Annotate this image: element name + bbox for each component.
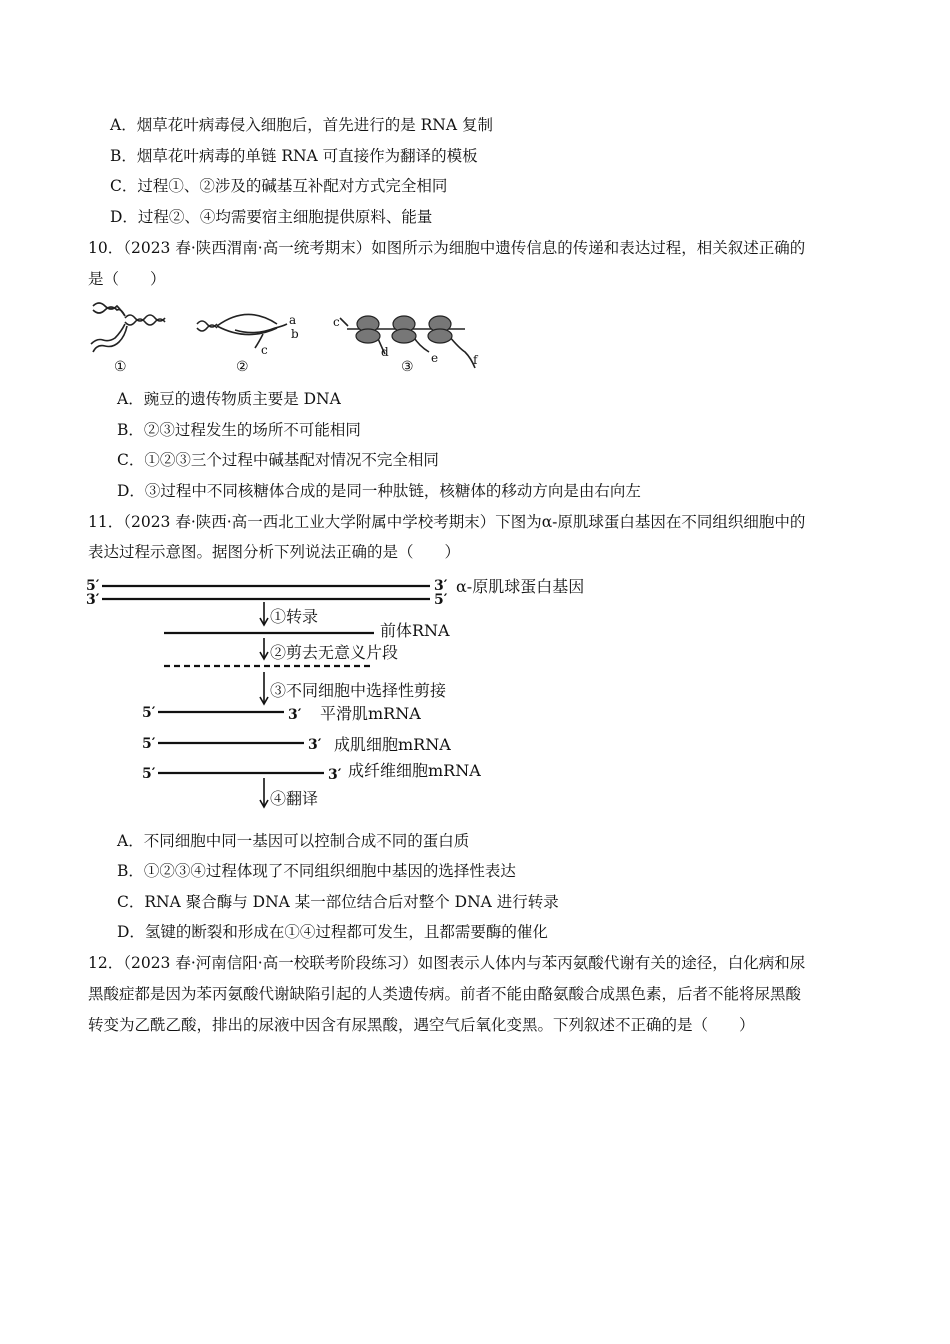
q9-option-b: B．烟草花叶病毒的单链 RNA 可直接作为翻译的模板 bbox=[110, 147, 478, 165]
label-f: f bbox=[473, 353, 478, 367]
q9-option-a: A．烟草花叶病毒侵入细胞后，首先进行的是 RNA 复制 bbox=[110, 116, 493, 134]
gene-5prime-top: 5′ bbox=[86, 578, 100, 594]
panel-label-3: ③ bbox=[401, 359, 414, 375]
pre-rna-label: 前体RNA bbox=[380, 621, 450, 640]
transcription-diagram bbox=[197, 314, 287, 348]
step1-transcription: ①转录 bbox=[270, 607, 319, 626]
step2-cut: ②剪去无意义片段 bbox=[270, 643, 399, 662]
panel-label-1: ① bbox=[114, 359, 127, 375]
mrna1-label: 平滑肌mRNA bbox=[320, 704, 421, 723]
mrna2-label: 成肌细胞mRNA bbox=[334, 735, 451, 754]
label-c-panel2: c bbox=[261, 343, 268, 357]
q11-option-c: C．RNA 聚合酶与 DNA 某一部位结合后对整个 DNA 进行转录 bbox=[117, 893, 559, 911]
gene-label: α-原肌球蛋白基因 bbox=[456, 577, 585, 596]
label-e: e bbox=[431, 351, 439, 365]
q11-stem-line2: 表达过程示意图。据图分析下列说法正确的是（ ） bbox=[88, 543, 461, 561]
mrna1-5prime: 5′ bbox=[142, 705, 156, 721]
step4-translation: ④翻译 bbox=[270, 789, 319, 808]
q11-option-b: B．①②③④过程体现了不同组织细胞中基因的选择性表达 bbox=[117, 862, 516, 880]
label-a: a bbox=[289, 313, 297, 327]
q10-option-d: D．③过程中不同核糖体合成的是同一种肽链，核糖体的移动方向是由右向左 bbox=[117, 482, 641, 500]
panel-label-2: ② bbox=[236, 359, 249, 375]
q9-option-c: C．过程①、②涉及的碱基互补配对方式完全相同 bbox=[110, 177, 448, 195]
mrna2-3prime: 3′ bbox=[308, 737, 322, 753]
mrna1-3prime: 3′ bbox=[288, 707, 302, 723]
q10-option-c: C．①②③三个过程中碱基配对情况不完全相同 bbox=[117, 451, 439, 469]
q10-stem-line1: 10．（2023 春·陕西渭南·高一统考期末）如图所示为细胞中遗传信息的传递和表达过程，相关叙述正确的 bbox=[88, 239, 806, 257]
q11-option-a: A．不同细胞中同一基因可以控制合成不同的蛋白质 bbox=[117, 832, 470, 850]
replication-diagram bbox=[91, 303, 165, 352]
q10-stem-line2: 是（ ） bbox=[88, 270, 166, 288]
label-c-panel3: c bbox=[333, 315, 340, 329]
q12-stem-line1: 12．（2023 春·河南信阳·高一校联考阶段练习）如图表示人体内与苯丙氨酸代谢有关的途径，白化病和尿 bbox=[88, 954, 806, 972]
gene-3prime-top: 3′ bbox=[434, 578, 448, 594]
q12-stem-line3: 转变为乙酰乙酸，排出的尿液中因含有尿黑酸，遇空气后氧化变黑。下列叙述不正确的是（ ） bbox=[88, 1016, 755, 1034]
q12-stem-line2: 黑酸症都是因为苯丙氨酸代谢缺陷引起的人类遗传病。前者不能由酪氨酸合成黑色素，后者不能将尿黑酸 bbox=[88, 985, 802, 1003]
gene-5prime-bottom: 5′ bbox=[434, 592, 448, 608]
q11-figure bbox=[84, 572, 585, 814]
q10-option-b: B．②③过程发生的场所不可能相同 bbox=[117, 421, 361, 439]
mrna2-5prime: 5′ bbox=[142, 736, 156, 752]
q11-stem-line1: 11．（2023 春·陕西·高一西北工业大学附属中学校考期末）下图为α-原肌球蛋白基因在不同组织细胞中的 bbox=[88, 513, 806, 531]
gene-3prime-bottom: 3′ bbox=[86, 592, 100, 608]
q11-option-d: D．氢键的断裂和形成在①④过程都可发生，且都需要酶的催化 bbox=[117, 923, 548, 941]
q10-option-a: A．豌豆的遗传物质主要是 DNA bbox=[117, 390, 341, 408]
mrna3-label: 成纤维细胞mRNA bbox=[348, 761, 481, 780]
step3-splicing: ③不同细胞中选择性剪接 bbox=[270, 681, 447, 700]
mrna3-5prime: 5′ bbox=[142, 766, 156, 782]
q9-option-d: D．过程②、④均需要宿主细胞提供原料、能量 bbox=[110, 208, 433, 226]
label-d: d bbox=[381, 345, 389, 359]
mrna3-3prime: 3′ bbox=[328, 767, 342, 783]
q10-figure bbox=[85, 296, 505, 376]
label-b: b bbox=[291, 327, 299, 341]
